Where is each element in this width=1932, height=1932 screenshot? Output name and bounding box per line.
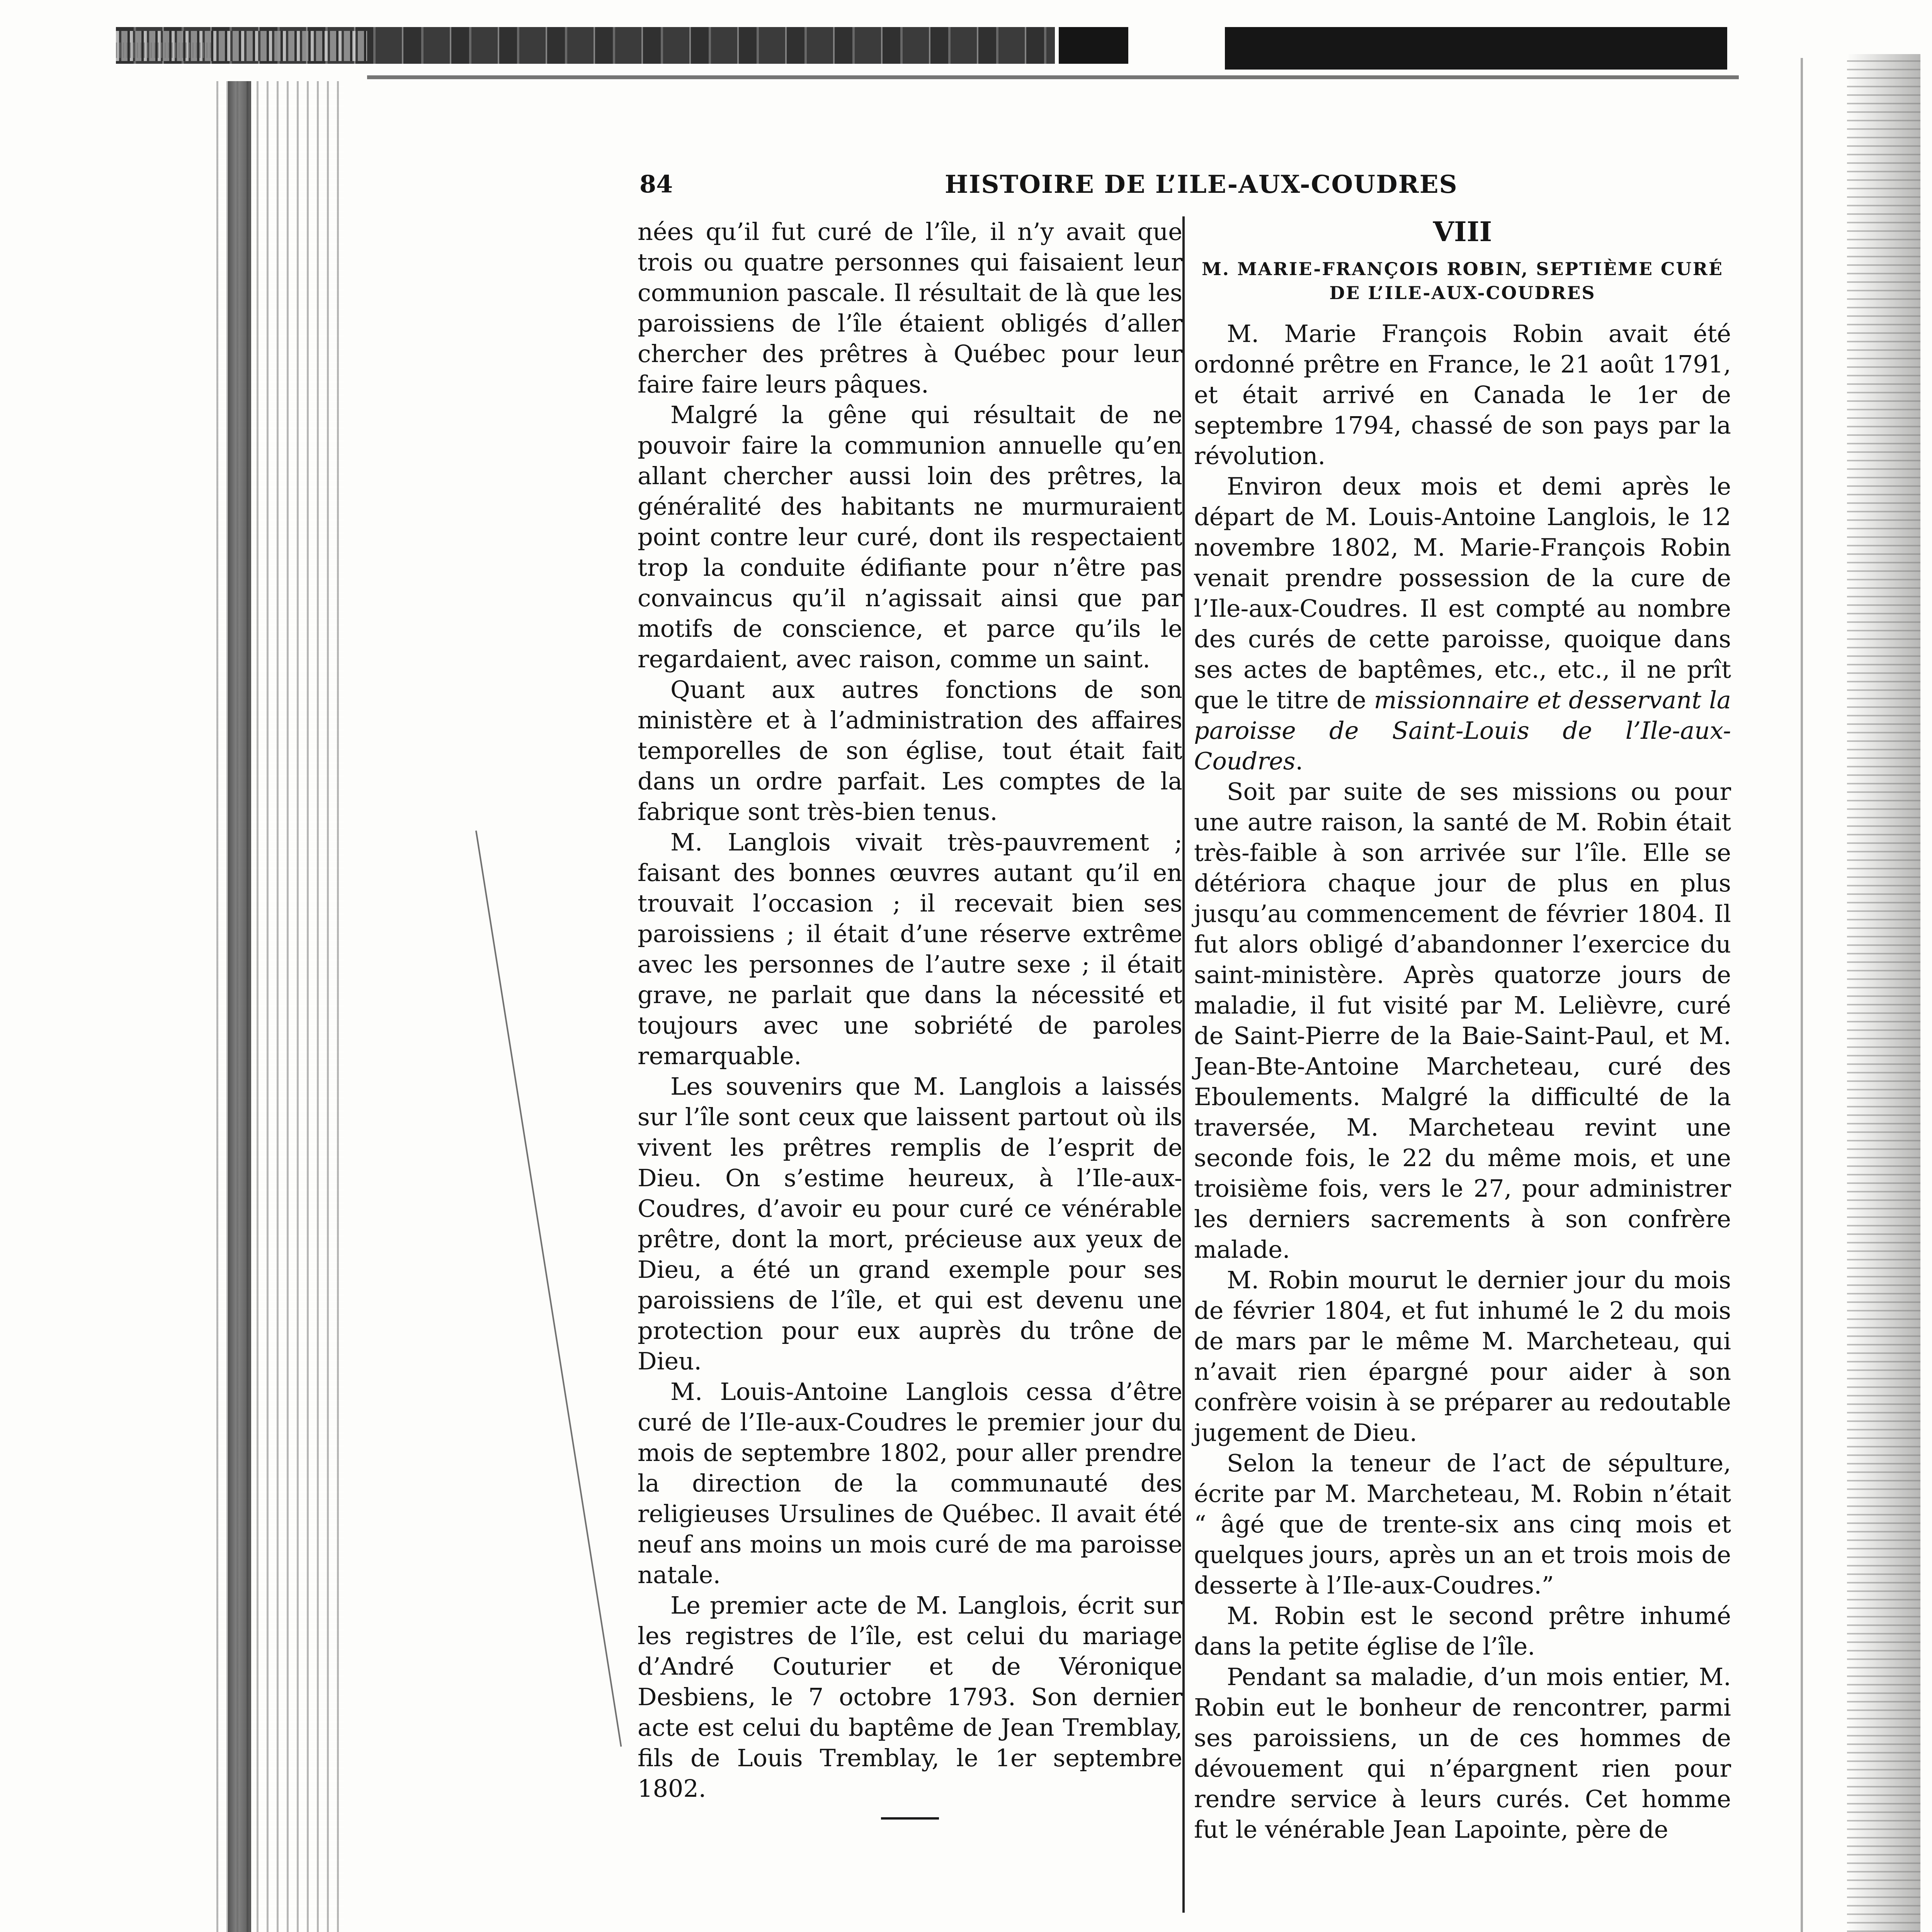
- section-title-line: DE L’ILE-AUX-COUDRES: [1329, 282, 1596, 303]
- section-number: VIII: [1433, 216, 1492, 248]
- paragraph: Les souvenirs que M. Langlois a laissés sur l’île sont ceux que laissent partout où ils vivent les prêtres remplis de l’esprit de Dieu. On s’estime heureux, à l’Ile-aux-Coudres, d’avoir eu pour curé ce vénérable prêtre, dont la mort, précieuse aux yeux de Dieu, a été un grand exemple pour ses paroissiens de l’île, et qui est devenu une protection pour eux auprès du trône de Dieu.: [638, 1072, 1182, 1375]
- page-number: 84: [639, 170, 673, 198]
- paragraph: Soit par suite de ses missions ou pour une autre raison, la santé de M. Robin était très-faible à son arrivée sur l’île. Elle se détériora chaque jour de plus en plus jusqu’au commencement de février 1804. Il fut alors obligé d’abandonner l’exercice du saint-ministère. Après quatorze jours de maladie, il fut visité par M. Lelièvre, curé de Saint-Pierre de la Baie-Saint-Paul, et M. Jean-Bte-Antoine Marcheteau, curé des Eboulements. Malgré la difficulté de la traversée, M. Marcheteau revint une seconde fois, le 22 du même mois, et une troisième fois, vers le 27, pour administrer les derniers sacrements à son confrère malade.: [1194, 777, 1731, 1264]
- scan-top-block: [1059, 27, 1128, 64]
- scan-right-edge-noise: [1847, 54, 1920, 1932]
- scan-top-block: [1225, 27, 1727, 70]
- paragraph: M. Robin est le second prêtre inhumé dans la petite église de l’île.: [1194, 1602, 1731, 1660]
- paragraph: M. Louis-Antoine Langlois cessa d’être curé de l’Ile-aux-Coudres le premier jour du mois de septembre 1802, pour aller prendre la direction de la communauté des religieuses Ursulines de Québec. Il avait été neuf ans moins un mois curé de ma paroisse natale.: [638, 1378, 1182, 1589]
- running-head: [639, 170, 1795, 201]
- paragraph: M. Robin mourut le dernier jour du mois de février 1804, et fut inhumé le 2 du mois de mars par le même M. Marcheteau, qui n’avait rien épargné pour aider à son confrère voisin à se préparer au redoutable jugement de Dieu.: [1194, 1266, 1731, 1447]
- paragraph-text: .: [1295, 747, 1303, 775]
- paragraph: Quant aux autres fonctions de son ministère et à l’administration des affaires temporelles de son église, tout était fait dans un ordre parfait. Les comptes de la fabrique sont très-bien tenus.: [638, 675, 1182, 826]
- scan-scratch-line: [475, 830, 622, 1747]
- paragraph: [1194, 471, 1731, 776]
- scan-right-rule: [1801, 58, 1803, 1932]
- paragraph: Malgré la gêne qui résultait de ne pouvoir faire la communion annuelle qu’en allant chercher aussi loin des prêtres, la généralité des habitants ne murmuraient point contre leur curé, dont ils respectaient trop la conduite édifiante pour n’être pas convaincus qu’il n’agissait ainsi que par motifs de conscience, et parce qu’ils le regardaient, avec raison, comme un saint.: [638, 401, 1182, 673]
- scan-top-rule: [367, 75, 1739, 79]
- section-title: [1198, 257, 1727, 305]
- paragraph: nées qu’il fut curé de l’île, il n’y avait que trois ou quatre personnes qui faisaient leur communion pascale. Il résultait de là que les paroissiens de l’île étaient obligés d’aller chercher des prêtres à Québec pour leur faire faire leurs pâques.: [638, 218, 1182, 398]
- italic-title: missionnaire et desservant la paroisse de Saint-Louis de l’Ile-aux-Coudres: [1194, 686, 1731, 775]
- paragraph: M. Marie François Robin avait été ordonné prêtre en France, le 21 août 1791, et était arrivé en Canada le 1er de septembre 1794, chassé de son pays par la révolution.: [1194, 320, 1731, 470]
- section-end-rule: [881, 1817, 939, 1820]
- left-column: [638, 216, 1182, 1820]
- paragraph-text: Environ deux mois et demi après le départ de M. Louis-Antoine Langlois, le 12 novembre 1802, M. Marie-François Robin venait prendre possession de la cure de l’Ile-aux-Coudres. Il est compté au nombre des curés de cette paroisse, quoique dans ses actes de baptêmes, etc., etc., il ne prît que le titre de: [1194, 472, 1731, 714]
- right-column: [1194, 216, 1731, 1845]
- paragraph: M. Langlois vivait très-pauvrement ; faisant des bonnes œuvres autant qu’il en trouvait l’occasion ; il recevait bien ses paroissiens ; il était d’une réserve extrême avec les personnes de l’autre sexe ; il était grave, ne parlait que dans la nécessité et toujours avec une sobriété de paroles remarquable.: [638, 828, 1182, 1070]
- paragraph: Le premier acte de M. Langlois, écrit sur les registres de l’île, est celui du mariage d’André Couturier et de Véronique Desbiens, le 7 octobre 1793. Son dernier acte est celui du baptême de Jean Tremblay, fils de Louis Tremblay, le 1er septembre 1802.: [638, 1591, 1182, 1803]
- column-divider: [1182, 216, 1185, 1913]
- scan-smudge: [116, 43, 213, 58]
- scan-binding-edge: [228, 81, 251, 1932]
- paragraph: Pendant sa maladie, d’un mois entier, M. Robin eut le bonheur de rencontrer, parmi ses paroissiens, un de ces hommes de dévouement qui n’épargnent rien pour rendre service à leurs curés. Cet homme fut le vénérable Jean Lapointe, père de: [1194, 1663, 1731, 1844]
- paragraph: Selon la teneur de l’act de sépulture, écrite par M. Marcheteau, M. Robin n’était “ âgé que de trente-six ans cinq mois et quelques jours, après un an et trois mois de desserte à l’Ile-aux-Coudres.”: [1194, 1449, 1731, 1599]
- running-title: HISTOIRE DE L’ILE-AUX-COUDRES: [945, 170, 1458, 199]
- section-title-line: M. MARIE-FRANÇOIS ROBIN, SEPTIÈME CURÉ: [1202, 259, 1723, 279]
